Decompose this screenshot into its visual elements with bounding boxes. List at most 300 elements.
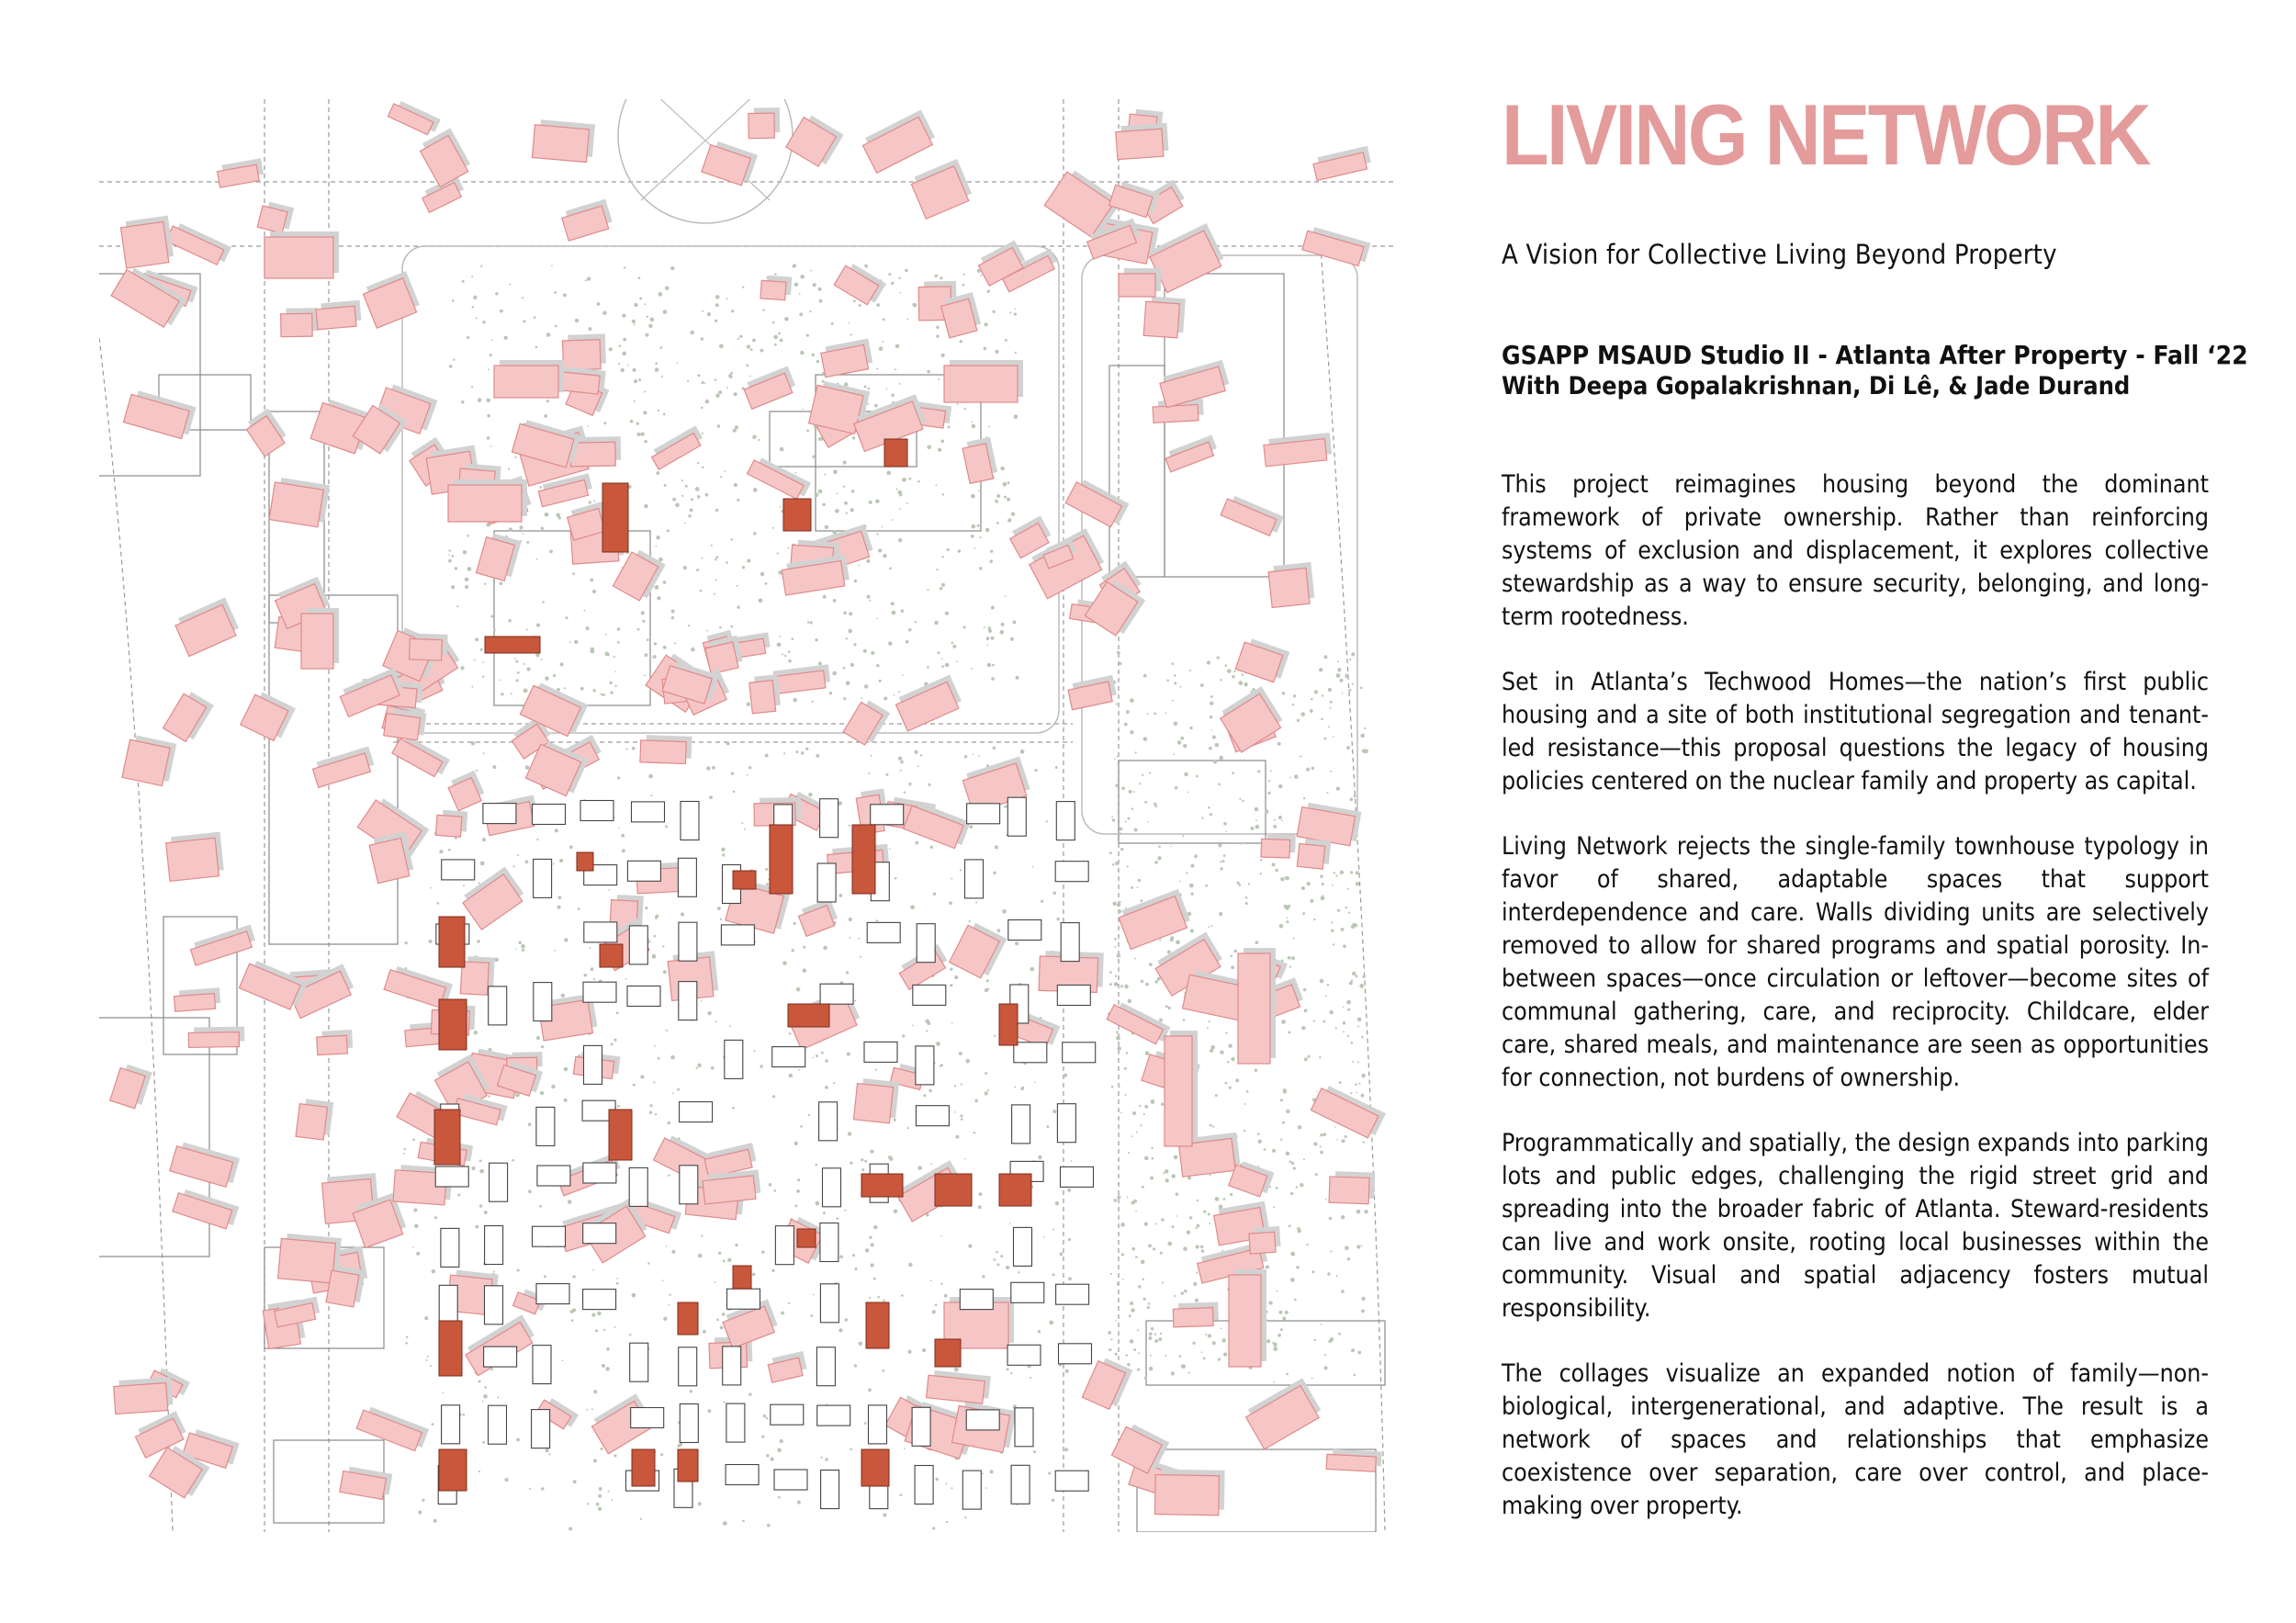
tree-speck-262 xyxy=(457,1194,460,1197)
tree-speck-2058 xyxy=(1282,692,1285,694)
tree-speck-958 xyxy=(663,310,668,314)
tree-speck-749 xyxy=(715,556,718,558)
tree-speck-627 xyxy=(655,1113,657,1115)
tree-speck-1035 xyxy=(644,303,646,305)
tree-speck-1053 xyxy=(792,637,794,640)
proposed-building-65 xyxy=(446,771,487,811)
tree-speck-213 xyxy=(645,907,647,909)
townhouse-outline-60 xyxy=(823,1168,841,1207)
tree-speck-1043 xyxy=(467,336,469,339)
tree-speck-519 xyxy=(904,1448,906,1449)
tree-speck-1641 xyxy=(1140,899,1142,902)
shared-program-block-18 xyxy=(861,1449,889,1486)
shared-program-block-12 xyxy=(788,1004,829,1027)
tree-speck-1348 xyxy=(536,623,540,626)
townhouse-outline-74 xyxy=(583,1290,616,1310)
townhouse-outline-98 xyxy=(966,1410,999,1430)
tree-speck-696 xyxy=(662,1279,664,1281)
tree-speck-343 xyxy=(766,1454,769,1457)
tree-speck-2038 xyxy=(1218,1359,1220,1361)
tree-speck-789 xyxy=(586,626,590,630)
tree-speck-243 xyxy=(584,974,587,976)
proposed-building-227 xyxy=(1154,1470,1224,1516)
tree-speck-165 xyxy=(930,1163,932,1165)
townhouse-outline-55 xyxy=(490,1163,508,1201)
tree-speck-1523 xyxy=(1316,1091,1318,1093)
tree-speck-1089 xyxy=(463,550,467,555)
proposed-building-195 xyxy=(1107,999,1170,1046)
tree-speck-1655 xyxy=(1255,1068,1257,1071)
townhouse-outline-80 xyxy=(484,1347,517,1367)
tree-speck-855 xyxy=(963,626,966,628)
tree-speck-993 xyxy=(642,620,645,623)
tree-speck-2045 xyxy=(1126,1052,1129,1054)
tree-speck-153 xyxy=(655,917,658,919)
tree-speck-362 xyxy=(926,1030,928,1031)
tree-speck-1967 xyxy=(1150,1355,1152,1357)
tree-speck-997 xyxy=(978,490,980,491)
tree-speck-901 xyxy=(449,365,453,368)
tree-speck-446 xyxy=(525,860,529,863)
tree-speck-35 xyxy=(564,1099,568,1102)
shared-program-block-25 xyxy=(733,1266,751,1289)
townhouse-outline-69 xyxy=(820,1223,838,1262)
tree-speck-674 xyxy=(900,770,902,772)
tree-speck-2097 xyxy=(1148,1302,1151,1305)
tree-speck-1669 xyxy=(1244,1130,1245,1132)
tree-speck-47 xyxy=(653,935,656,938)
tree-speck-700 xyxy=(674,642,676,644)
tree-speck-1130 xyxy=(927,370,930,374)
tree-speck-1393 xyxy=(526,541,529,544)
tree-speck-1614 xyxy=(1153,1247,1155,1250)
tree-speck-1297 xyxy=(843,667,846,670)
proposed-building-96 xyxy=(1302,225,1370,267)
tree-speck-1585 xyxy=(1257,1139,1261,1143)
tree-speck-1578 xyxy=(1125,907,1127,909)
tree-speck-2074 xyxy=(1343,1031,1345,1033)
tree-speck-1220 xyxy=(648,324,652,328)
proposed-building-50 xyxy=(649,425,706,469)
tree-speck-670 xyxy=(471,1167,475,1170)
page-title: LIVING NETWORK xyxy=(1502,86,2149,183)
proposed-building-235 xyxy=(1238,948,1276,1064)
tree-speck-1249 xyxy=(476,317,478,319)
tree-speck-1666 xyxy=(1117,1046,1121,1051)
tree-speck-422 xyxy=(677,1088,680,1091)
tree-speck-712 xyxy=(876,664,879,667)
tree-speck-2056 xyxy=(1315,1173,1318,1176)
tree-speck-398 xyxy=(993,747,996,750)
tree-speck-1849 xyxy=(1188,1371,1190,1373)
tree-speck-951 xyxy=(852,436,855,439)
tree-speck-638 xyxy=(996,1251,998,1254)
tree-speck-1229 xyxy=(690,331,694,335)
tree-speck-1667 xyxy=(1165,1355,1166,1357)
townhouse-outline-8 xyxy=(967,804,1000,824)
tree-speck-287 xyxy=(593,978,595,980)
tree-speck-354 xyxy=(766,1417,769,1420)
tree-speck-1024 xyxy=(504,336,508,340)
tree-speck-774 xyxy=(996,522,999,524)
tree-speck-1871 xyxy=(1232,772,1234,774)
tree-speck-1770 xyxy=(1120,848,1123,851)
tree-speck-2099 xyxy=(1255,825,1260,829)
tree-speck-231 xyxy=(889,1156,893,1160)
tree-speck-1069 xyxy=(672,498,676,502)
tree-speck-1509 xyxy=(1347,1035,1349,1037)
tree-speck-1266 xyxy=(889,567,892,569)
tree-speck-667 xyxy=(554,950,556,952)
tree-speck-1001 xyxy=(832,671,837,676)
tree-speck-484 xyxy=(760,1065,762,1067)
tree-speck-48 xyxy=(479,1169,484,1174)
tree-speck-2025 xyxy=(1159,1019,1163,1022)
tree-speck-1903 xyxy=(1245,902,1248,905)
tree-speck-27 xyxy=(1041,900,1043,903)
tree-speck-623 xyxy=(907,1350,911,1354)
tree-speck-1447 xyxy=(1330,1250,1332,1252)
tree-speck-1355 xyxy=(971,668,973,670)
tree-speck-979 xyxy=(536,558,538,560)
tree-speck-1564 xyxy=(1221,1327,1222,1329)
tree-speck-882 xyxy=(833,599,837,603)
tree-speck-495 xyxy=(815,1164,817,1167)
tree-speck-542 xyxy=(1048,1471,1051,1474)
tree-speck-515 xyxy=(482,1441,485,1444)
tree-speck-298 xyxy=(1000,1255,1003,1257)
tree-speck-1867 xyxy=(1361,1094,1365,1098)
tree-speck-1206 xyxy=(657,596,660,600)
tree-speck-1479 xyxy=(1350,871,1353,873)
tree-speck-1958 xyxy=(1345,907,1347,908)
townhouse-outline-45 xyxy=(1063,1043,1096,1063)
shared-program-block-4 xyxy=(439,917,465,967)
tree-speck-238 xyxy=(668,1304,670,1306)
tree-speck-1624 xyxy=(1131,1308,1134,1312)
townhouse-outline-88 xyxy=(442,1405,460,1444)
tree-speck-417 xyxy=(412,1246,414,1248)
tree-speck-792 xyxy=(572,572,575,575)
tree-speck-588 xyxy=(591,1313,595,1316)
tree-speck-1854 xyxy=(1120,1112,1122,1114)
townhouse-outline-85 xyxy=(816,1347,835,1386)
townhouse-outline-91 xyxy=(631,1408,664,1428)
tree-speck-677 xyxy=(961,1118,963,1121)
tree-speck-1139 xyxy=(780,506,782,508)
tree-speck-1805 xyxy=(1196,775,1199,778)
tree-speck-1552 xyxy=(1328,688,1332,692)
tree-speck-1067 xyxy=(467,567,472,571)
tree-speck-679 xyxy=(985,1091,988,1095)
tree-speck-1440 xyxy=(1221,1250,1223,1252)
tree-speck-442 xyxy=(798,1069,800,1071)
tree-speck-1074 xyxy=(822,380,825,383)
tree-speck-385 xyxy=(915,841,918,845)
tree-speck-818 xyxy=(794,472,796,474)
shared-program-block-19 xyxy=(632,1449,655,1486)
tree-speck-2035 xyxy=(1337,660,1339,662)
tree-speck-313 xyxy=(945,1482,947,1484)
tree-speck-1068 xyxy=(687,380,689,382)
tree-speck-235 xyxy=(555,828,558,832)
tree-speck-777 xyxy=(471,686,473,688)
tree-speck-184 xyxy=(898,756,902,760)
tree-speck-833 xyxy=(597,302,601,306)
tree-speck-1073 xyxy=(945,612,949,615)
tree-speck-1430 xyxy=(1210,1174,1211,1176)
tree-speck-1131 xyxy=(535,346,538,349)
townhouse-outline-12 xyxy=(534,859,552,897)
tree-speck-1081 xyxy=(545,677,548,681)
tree-speck-808 xyxy=(1003,482,1007,487)
tree-speck-316 xyxy=(476,770,478,772)
tree-speck-1841 xyxy=(1142,774,1143,776)
tree-speck-125 xyxy=(873,1278,876,1280)
tree-speck-1232 xyxy=(554,291,557,294)
tree-speck-1859 xyxy=(1118,909,1121,913)
tree-speck-10 xyxy=(951,877,952,879)
tree-speck-469 xyxy=(548,1453,550,1455)
tree-speck-669 xyxy=(477,940,480,943)
tree-speck-1388 xyxy=(869,501,872,504)
proposed-building-217 xyxy=(894,675,963,731)
proposed-building-143 xyxy=(122,734,176,786)
tree-speck-432 xyxy=(961,1083,962,1085)
tree-speck-1213 xyxy=(691,498,693,501)
tree-speck-2043 xyxy=(1361,1074,1366,1078)
tree-speck-108 xyxy=(1060,1253,1064,1257)
townhouse-outline-11 xyxy=(442,860,475,880)
tree-speck-1274 xyxy=(661,376,663,378)
tree-speck-1710 xyxy=(1147,821,1149,823)
tree-speck-312 xyxy=(1043,1236,1045,1238)
townhouse-outline-22 xyxy=(584,922,617,942)
tree-speck-858 xyxy=(935,484,937,486)
tree-speck-1066 xyxy=(637,628,640,631)
proposed-building-211 xyxy=(904,801,971,851)
tree-speck-1417 xyxy=(1192,1342,1195,1345)
tree-speck-1458 xyxy=(1264,1148,1266,1151)
proposed-building-56 xyxy=(392,734,450,780)
tree-speck-1883 xyxy=(1334,872,1335,873)
tree-speck-1144 xyxy=(702,310,703,312)
tree-speck-897 xyxy=(876,533,878,535)
tree-speck-317 xyxy=(1052,891,1056,895)
shared-program-block-23 xyxy=(600,944,623,967)
tree-speck-1077 xyxy=(592,590,596,593)
proposed-building-144 xyxy=(702,140,758,187)
tree-speck-397 xyxy=(404,1148,406,1150)
tree-speck-1746 xyxy=(1349,981,1353,985)
tree-speck-1076 xyxy=(467,535,469,537)
tree-speck-1120 xyxy=(617,627,621,631)
tree-speck-695 xyxy=(521,944,525,949)
tree-speck-464 xyxy=(854,1268,857,1270)
tree-speck-1354 xyxy=(782,653,783,655)
tree-speck-1763 xyxy=(1126,710,1130,714)
tree-speck-830 xyxy=(634,400,636,402)
tree-speck-1091 xyxy=(705,400,709,403)
tree-speck-1651 xyxy=(1109,851,1112,854)
townhouse-outline-31 xyxy=(534,983,552,1021)
tree-speck-45 xyxy=(544,1275,546,1278)
tree-speck-300 xyxy=(1052,1499,1054,1502)
tree-speck-891 xyxy=(656,471,659,475)
tree-speck-204 xyxy=(821,1052,824,1054)
tree-speck-2024 xyxy=(1303,1158,1305,1160)
tree-speck-837 xyxy=(934,621,939,626)
tree-speck-602 xyxy=(763,1414,766,1417)
tree-speck-2018 xyxy=(1217,656,1220,659)
townhouse-outline-87 xyxy=(1059,1344,1092,1364)
tree-speck-291 xyxy=(478,882,480,884)
proposed-building-232 xyxy=(448,479,527,522)
tree-speck-1317 xyxy=(519,525,523,529)
tree-speck-1256 xyxy=(988,425,990,427)
tree-speck-857 xyxy=(888,641,893,646)
proposed-building-112 xyxy=(748,107,781,139)
tree-speck-87 xyxy=(553,863,555,865)
tree-speck-1550 xyxy=(1325,996,1327,997)
tree-speck-1246 xyxy=(773,335,778,340)
tree-speck-629 xyxy=(741,822,743,824)
proposed-building-234 xyxy=(944,360,1023,402)
tree-speck-79 xyxy=(900,761,904,764)
tree-speck-524 xyxy=(517,854,519,856)
tree-speck-1177 xyxy=(541,659,543,660)
tree-speck-12 xyxy=(1052,1110,1056,1113)
tree-speck-1358 xyxy=(1011,512,1015,515)
tree-speck-969 xyxy=(719,344,724,349)
tree-speck-30 xyxy=(940,1282,943,1285)
townhouse-outline-53 xyxy=(1057,1104,1075,1143)
townhouse-outline-23 xyxy=(629,926,647,964)
tree-speck-1590 xyxy=(1361,1297,1365,1301)
tree-speck-390 xyxy=(617,776,620,779)
tree-speck-1631 xyxy=(1336,673,1341,678)
tree-speck-382 xyxy=(1038,1330,1041,1333)
tree-speck-2088 xyxy=(1236,881,1239,884)
tree-speck-1591 xyxy=(1183,1246,1187,1251)
proposed-building-69 xyxy=(796,898,839,936)
tree-speck-671 xyxy=(744,828,746,830)
tree-speck-564 xyxy=(1046,820,1048,822)
tree-speck-328 xyxy=(850,1161,852,1164)
tree-speck-1930 xyxy=(1174,1295,1176,1297)
tree-speck-2026 xyxy=(1287,918,1289,919)
proposed-building-145 xyxy=(1115,123,1169,160)
tree-speck-374 xyxy=(777,1448,782,1453)
tree-speck-1748 xyxy=(1257,1133,1260,1135)
tree-speck-443 xyxy=(825,1059,827,1062)
tree-speck-1181 xyxy=(867,388,870,390)
tree-speck-1789 xyxy=(1209,1223,1210,1224)
tree-speck-803 xyxy=(927,666,929,669)
tree-speck-1856 xyxy=(1196,1272,1198,1274)
tree-speck-954 xyxy=(484,582,486,584)
tree-speck-726 xyxy=(490,354,492,356)
tree-speck-1026 xyxy=(864,385,867,388)
tree-speck-1868 xyxy=(1250,827,1254,830)
tree-speck-2077 xyxy=(1361,1036,1364,1039)
tree-speck-1156 xyxy=(739,335,742,338)
tree-speck-691 xyxy=(908,783,911,785)
tree-speck-1380 xyxy=(927,589,929,591)
tree-speck-1347 xyxy=(715,295,720,299)
tree-speck-1607 xyxy=(1275,869,1278,873)
tree-speck-171 xyxy=(923,1094,926,1097)
tree-speck-132 xyxy=(1004,806,1007,808)
townhouse-outline-52 xyxy=(1012,1105,1030,1144)
tree-speck-1017 xyxy=(715,394,720,399)
tree-speck-1148 xyxy=(942,493,945,496)
townhouse-outline-77 xyxy=(960,1290,993,1310)
tree-speck-2075 xyxy=(1227,1061,1230,1064)
tree-speck-1702 xyxy=(1296,1266,1300,1269)
tree-speck-1108 xyxy=(647,638,649,641)
tree-speck-1212 xyxy=(461,400,465,404)
tree-speck-931 xyxy=(811,353,815,356)
tree-speck-532 xyxy=(987,1089,989,1091)
tree-speck-1003 xyxy=(500,310,503,313)
townhouse-outline-66 xyxy=(533,1226,566,1246)
tree-speck-875 xyxy=(940,354,944,357)
tree-speck-1132 xyxy=(886,471,891,476)
shared-program-block-16 xyxy=(999,1004,1018,1045)
tree-speck-1129 xyxy=(823,595,827,599)
tree-speck-351 xyxy=(650,795,652,796)
tree-speck-1706 xyxy=(1282,1316,1286,1320)
tree-speck-2005 xyxy=(1294,774,1299,779)
tree-speck-1497 xyxy=(1272,862,1276,866)
tree-speck-1707 xyxy=(1220,679,1222,682)
proposed-building-229 xyxy=(1297,838,1331,869)
proposed-building-233 xyxy=(1119,268,1161,297)
tree-speck-1604 xyxy=(1337,909,1340,912)
tree-speck-1983 xyxy=(1160,1333,1162,1335)
tree-speck-666 xyxy=(766,883,769,885)
tree-speck-1264 xyxy=(906,502,908,504)
tree-speck-17 xyxy=(669,1293,670,1295)
tree-speck-1662 xyxy=(1267,792,1270,795)
tree-speck-1549 xyxy=(1219,844,1222,848)
shared-program-block-2 xyxy=(783,499,811,531)
tree-speck-436 xyxy=(1049,1321,1053,1325)
proposed-building-93 xyxy=(436,809,468,837)
tree-speck-1466 xyxy=(1154,861,1158,864)
proposed-building-11 xyxy=(110,1063,152,1110)
tree-speck-1293 xyxy=(1015,308,1017,310)
tree-speck-1500 xyxy=(1281,1020,1286,1024)
tree-speck-1329 xyxy=(902,674,904,676)
shared-program-block-10 xyxy=(770,825,793,894)
tree-speck-1415 xyxy=(1244,682,1248,687)
tree-speck-1330 xyxy=(449,549,451,551)
tree-speck-1684 xyxy=(1330,707,1332,709)
tree-speck-834 xyxy=(983,347,986,351)
tree-speck-358 xyxy=(1030,967,1035,972)
tree-speck-1715 xyxy=(1151,1099,1155,1104)
tree-speck-1944 xyxy=(1303,988,1306,991)
tree-speck-330 xyxy=(797,1178,800,1181)
tree-speck-1913 xyxy=(1208,1334,1211,1337)
tree-speck-1776 xyxy=(1288,956,1291,960)
tree-speck-2000 xyxy=(1337,668,1341,671)
tree-speck-332 xyxy=(541,1487,544,1490)
tree-speck-2034 xyxy=(1351,979,1353,981)
tree-speck-1873 xyxy=(1229,1087,1232,1089)
